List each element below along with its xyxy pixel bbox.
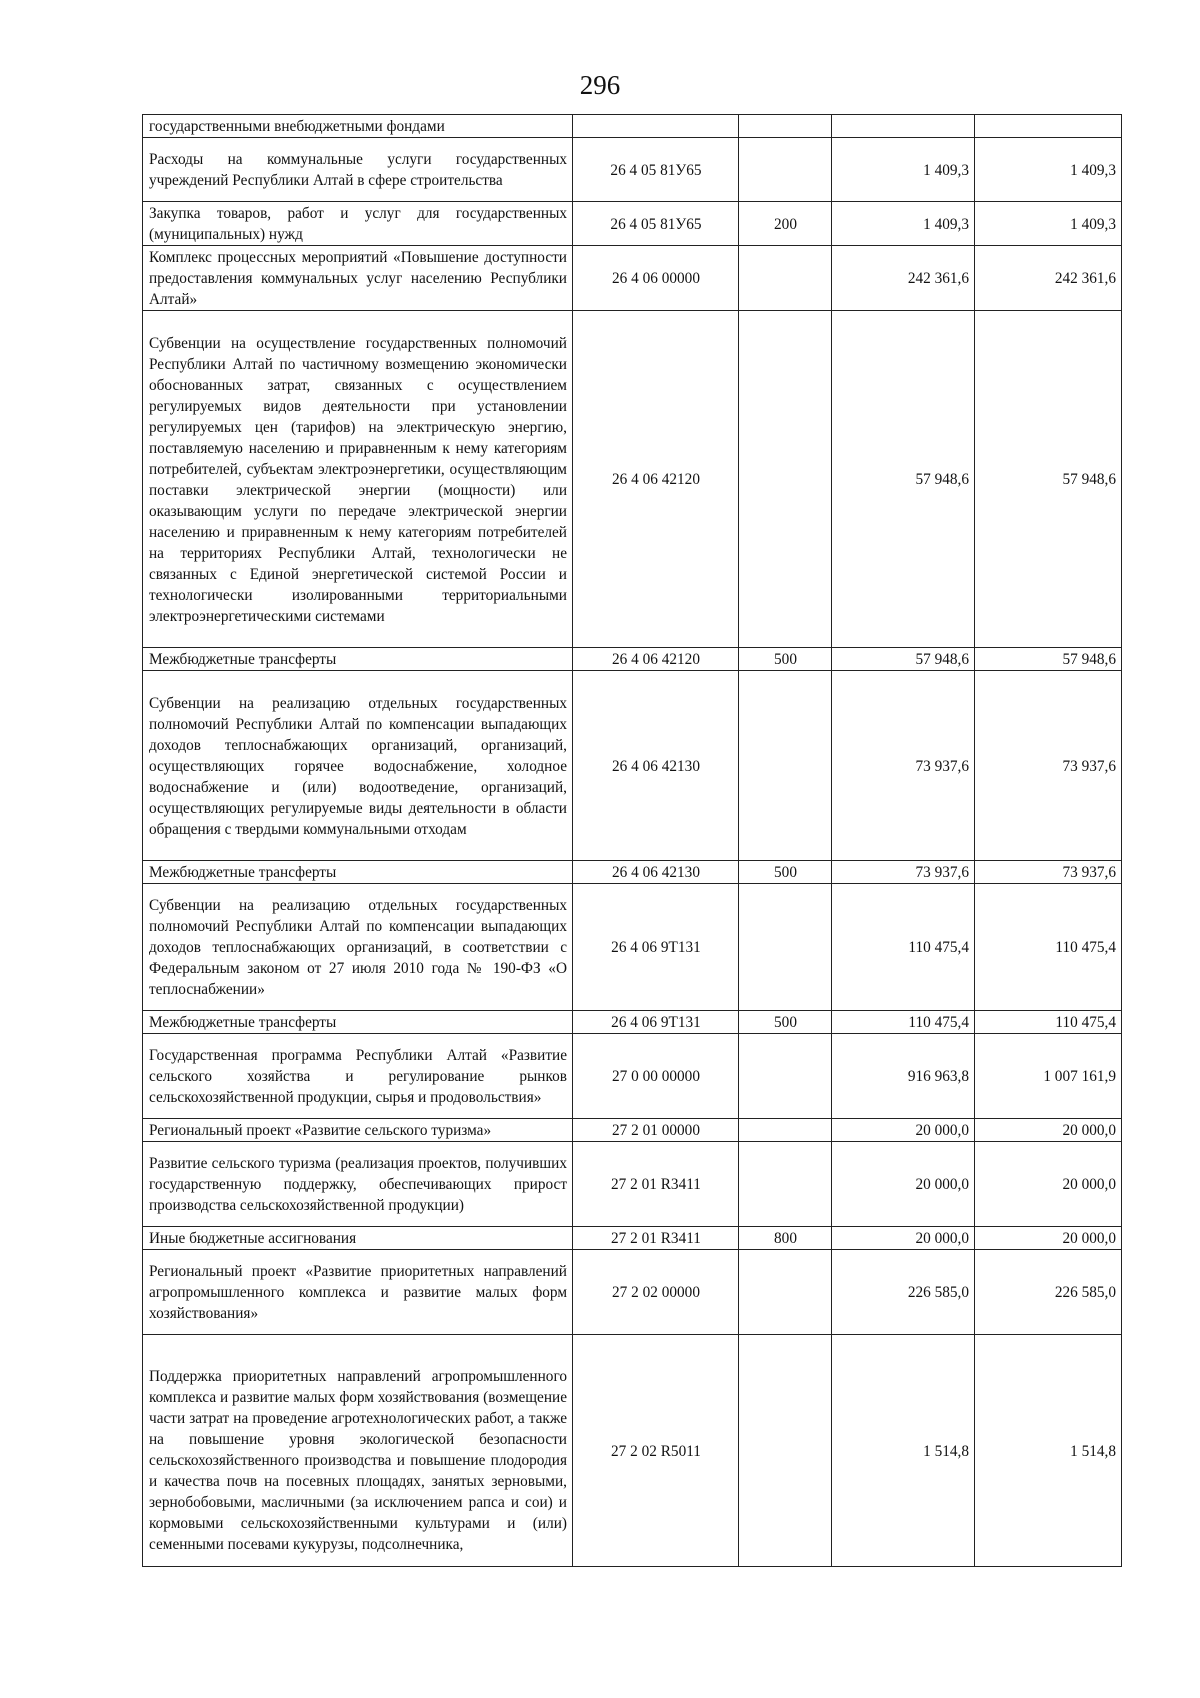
row-expense-type [739,138,832,202]
row-target-code: 26 4 05 81У65 [573,202,739,246]
row-amount-year-1: 1 409,3 [832,202,975,246]
row-amount-year-2: 20 000,0 [975,1142,1122,1227]
row-amount-year-1: 1 514,8 [832,1335,975,1567]
row-description: Субвенции на реализацию отдельных государственных полномочий Республики Алтай по компенсации выпадающих доходов теплоснабжающих организаций, в соответствии с Федеральным законом от 27 июля 2010 года № 190-ФЗ «О теплоснабжении» [143,884,573,1011]
table-row [143,671,1122,861]
row-description: Субвенции на реализацию отдельных государственных полномочий Республики Алтай по компенсации выпадающих доходов теплоснабжающих организаций, организаций, осуществляющих горячее водоснабжение, холодное водоснабжение и (или) водоотведение, организаций, осуществляющих регулируемые виды деятельности в области обращения с твердыми коммунальными отходам [143,671,573,861]
row-description: Закупка товаров, работ и услуг для государственных (муниципальных) нужд [143,202,573,246]
row-expense-type [739,246,832,311]
row-description: Субвенции на осуществление государственных полномочий Республики Алтай по частичному возмещению экономически обоснованных затрат, связанных с осуществлением регулируемых видов деятельности при установлении регулируемых цен (тарифов) на электрическую энергию, поставляемую населению и приравненным к нему категориям потребителей, субъектам электроэнергетики, осуществляющим поставки электрической энергии (мощности) или оказывающим услуги по передаче электрической энергии населению и приравненным к нему категориям потребителей на территориях Республики Алтай, технологически не связанных с Единой энергетической системой России и технологически изолированными территориальными электроэнергетическими системами [143,311,573,648]
row-description: Развитие сельского туризма (реализация проектов, получивших государственную поддержку, обеспечивающих прирост производства сельскохозяйственной продукции) [143,1142,573,1227]
row-target-code: 27 2 02 R5011 [573,1335,739,1567]
row-description: Межбюджетные трансферты [143,648,573,671]
row-expense-type [739,884,832,1011]
row-amount-year-1: 73 937,6 [832,671,975,861]
table-row [143,202,1122,246]
table-row [143,884,1122,1011]
row-expense-type [739,671,832,861]
row-description: государственными внебюджетными фондами [143,115,573,138]
table-row [143,246,1122,311]
table-row [143,138,1122,202]
row-amount-year-2: 1 409,3 [975,202,1122,246]
row-target-code: 27 2 02 00000 [573,1250,739,1335]
row-amount-year-1: 226 585,0 [832,1250,975,1335]
row-amount-year-1 [832,115,975,138]
row-target-code: 27 2 01 R3411 [573,1142,739,1227]
table-row [143,1335,1122,1567]
row-target-code: 26 4 06 42130 [573,861,739,884]
row-amount-year-2 [975,115,1122,138]
row-target-code: 26 4 06 42120 [573,648,739,671]
row-amount-year-2: 73 937,6 [975,861,1122,884]
row-description: Межбюджетные трансферты [143,1011,573,1034]
row-amount-year-1: 20 000,0 [832,1227,975,1250]
row-expense-type: 500 [739,648,832,671]
page-number: 296 [579,70,621,100]
row-description: Расходы на коммунальные услуги государственных учреждений Республики Алтай в сфере строительства [143,138,573,202]
row-amount-year-1: 242 361,6 [832,246,975,311]
row-expense-type [739,1119,832,1142]
row-expense-type: 500 [739,1011,832,1034]
row-expense-type: 200 [739,202,832,246]
row-amount-year-1: 1 409,3 [832,138,975,202]
row-amount-year-1: 20 000,0 [832,1119,975,1142]
row-amount-year-1: 57 948,6 [832,311,975,648]
table-row [143,1227,1122,1250]
table-row [143,1119,1122,1142]
table-row [143,115,1122,138]
row-amount-year-1: 110 475,4 [832,1011,975,1034]
row-expense-type [739,311,832,648]
row-amount-year-1: 57 948,6 [832,648,975,671]
row-target-code: 26 4 06 42120 [573,311,739,648]
row-target-code: 27 2 01 00000 [573,1119,739,1142]
budget-table [142,114,1122,1567]
row-amount-year-2: 1 409,3 [975,138,1122,202]
row-amount-year-2: 57 948,6 [975,648,1122,671]
row-amount-year-2: 57 948,6 [975,311,1122,648]
row-target-code [573,115,739,138]
table-row [143,1034,1122,1119]
row-target-code: 27 2 01 R3411 [573,1227,739,1250]
row-description: Комплекс процессных мероприятий «Повышение доступности предоставления коммунальных услуг населению Республики Алтай» [143,246,573,311]
row-amount-year-2: 20 000,0 [975,1227,1122,1250]
row-description: Иные бюджетные ассигнования [143,1227,573,1250]
row-target-code: 26 4 06 9Т131 [573,884,739,1011]
row-amount-year-1: 916 963,8 [832,1034,975,1119]
row-expense-type [739,1034,832,1119]
row-amount-year-2: 226 585,0 [975,1250,1122,1335]
table-row [143,1142,1122,1227]
row-description: Региональный проект «Развитие сельского туризма» [143,1119,573,1142]
row-amount-year-2: 242 361,6 [975,246,1122,311]
row-amount-year-1: 20 000,0 [832,1142,975,1227]
row-amount-year-2: 110 475,4 [975,1011,1122,1034]
row-amount-year-1: 110 475,4 [832,884,975,1011]
table-row [143,311,1122,648]
row-target-code: 26 4 06 9Т131 [573,1011,739,1034]
table-row [143,1011,1122,1034]
row-target-code: 26 4 06 42130 [573,671,739,861]
row-amount-year-2: 1 007 161,9 [975,1034,1122,1119]
row-amount-year-2: 1 514,8 [975,1335,1122,1567]
row-amount-year-2: 20 000,0 [975,1119,1122,1142]
row-expense-type [739,1250,832,1335]
row-amount-year-2: 73 937,6 [975,671,1122,861]
table-row [143,861,1122,884]
row-description: Государственная программа Республики Алтай «Развитие сельского хозяйства и регулирование рынков сельскохозяйственной продукции, сырья и продовольствия» [143,1034,573,1119]
budget-table-body [143,115,1122,1567]
row-expense-type [739,1142,832,1227]
row-target-code: 27 0 00 00000 [573,1034,739,1119]
row-expense-type [739,115,832,138]
row-description: Региональный проект «Развитие приоритетных направлений агропромышленного комплекса и развитие малых форм хозяйствования» [143,1250,573,1335]
row-description: Поддержка приоритетных направлений агропромышленного комплекса и развитие малых форм хозяйствования (возмещение части затрат на проведение агротехнологических работ, а также на повышение уровня экологической безопасности сельскохозяйственного производства и повышение плодородия и качества почв на посевных площадях, занятых зерновыми, зернобобовыми, масличными (за исключением рапса и сои) и кормовыми сельскохозяйственными культурами и (или) семенными посевами кукурузы, подсолнечника, [143,1335,573,1567]
row-description: Межбюджетные трансферты [143,861,573,884]
row-target-code: 26 4 05 81У65 [573,138,739,202]
row-expense-type: 500 [739,861,832,884]
table-row [143,1250,1122,1335]
row-amount-year-1: 73 937,6 [832,861,975,884]
row-amount-year-2: 110 475,4 [975,884,1122,1011]
table-row [143,648,1122,671]
row-target-code: 26 4 06 00000 [573,246,739,311]
row-expense-type [739,1335,832,1567]
row-expense-type: 800 [739,1227,832,1250]
